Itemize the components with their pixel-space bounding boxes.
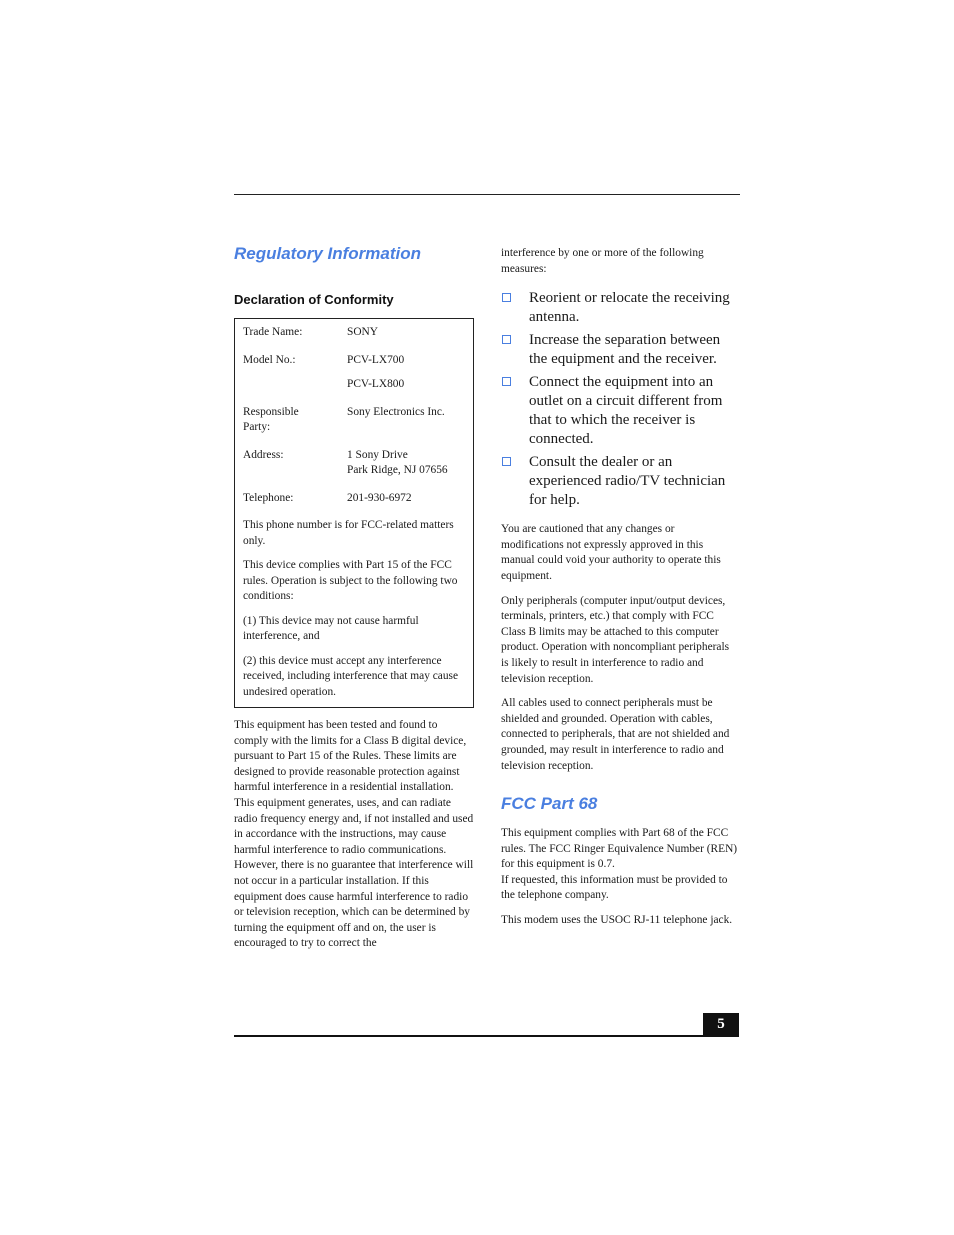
footer-rule — [234, 1035, 739, 1037]
box-para-2: This device complies with Part 15 of the FCC rules. Operation is subject to the following two conditions: — [243, 559, 458, 602]
left-column — [234, 244, 474, 952]
part68-paragraph-1: This equipment complies with Part 68 of the FCC rules. The FCC Ringer Equivalence Number (REN) for this equipment is 0.7. — [501, 827, 738, 871]
address-label: Address: — [243, 448, 284, 461]
left-body-text: This equipment has been tested and found to comply with the limits for a Class B digital device, pursuant to Part 15 of the Rules. These limits are designed to provide reasonable protection against harmful interference in a residential installation. This equipment generates, uses, and can radiate radio frequency energy and, if not installed and used in accordance with the instructions, may cause harmful interference to radio communications. However, there is no guarantee that interference will not occur in a particular installation. If this equipment does cause harmful interference to radio or television reception, which can be determined by turning the equipment off and on, the user is encouraged to try to correct the — [234, 719, 474, 950]
party-label-2: Party: — [243, 421, 271, 433]
part68-paragraph-2: If requested, this information must be provided to the telephone company. — [501, 873, 728, 902]
section-title-regulatory: Regulatory Information — [234, 244, 422, 263]
declaration-box — [234, 318, 474, 708]
bullet-square-icon — [502, 293, 511, 302]
intro-text: interference by one or more of the following measures: — [501, 247, 704, 275]
list-item: Reorient or relocate the receiving antenna. — [501, 289, 739, 327]
box-para-1: This phone number is for FCC-related matters only. — [243, 519, 454, 547]
page-number: 5 — [703, 1013, 739, 1037]
section-title-fcc-part-68: FCC Part 68 — [501, 794, 598, 814]
model-label: Model No.: — [243, 353, 296, 366]
model-value-1: PCV-LX700 — [347, 353, 405, 366]
telephone-label: Telephone: — [243, 491, 294, 504]
box-para-4: (2) this device must accept any interference received, including interference that may cause undesired operation. — [243, 654, 459, 698]
measures-list — [501, 289, 739, 510]
model-value-2: PCV-LX800 — [347, 378, 405, 390]
list-item: Connect the equipment into an outlet on a circuit different from that to which the receiver is connected. — [501, 373, 739, 449]
subheading-declaration: Declaration of Conformity — [234, 292, 394, 307]
bullet-square-icon — [502, 335, 511, 344]
telephone-value: 201-930-6972 — [347, 491, 412, 504]
trade-name-value: SONY — [347, 326, 379, 338]
modem-paragraph: This modem uses the USOC RJ-11 telephone jack. — [501, 914, 733, 927]
address-value-2: Park Ridge, NJ 07656 — [347, 464, 448, 476]
caution-paragraph: You are cautioned that any changes or modifications not expressly approved in this manual could void your authority to operate this equipment. — [501, 523, 721, 582]
bullet-square-icon — [502, 457, 511, 466]
cables-paragraph: All cables used to connect peripherals must be shielded and grounded. Operation with cables, connected to peripherals, that are not shielded and grounded, may result in interference to radio and television reception. — [501, 697, 730, 772]
address-value-1: 1 Sony Drive — [347, 448, 408, 461]
list-item: Consult the dealer or an experienced radio/TV technician for help. — [501, 453, 739, 510]
party-value: Sony Electronics Inc. — [347, 405, 445, 418]
list-item: Increase the separation between the equipment and the receiver. — [501, 331, 739, 369]
header-rule — [234, 194, 740, 195]
peripherals-paragraph: Only peripherals (computer input/output devices, terminals, printers, etc.) that comply with FCC Class B limits may be attached to this computer product. Operation with noncompliant peripherals is likely to result in interference to radio and television reception. — [501, 594, 730, 685]
trade-name-label: Trade Name: — [243, 326, 303, 338]
bullet-square-icon — [502, 377, 511, 386]
right-column — [501, 246, 739, 929]
box-para-3: (1) This device may not cause harmful interference, and — [243, 614, 419, 642]
party-label-1: Responsible — [243, 405, 299, 418]
